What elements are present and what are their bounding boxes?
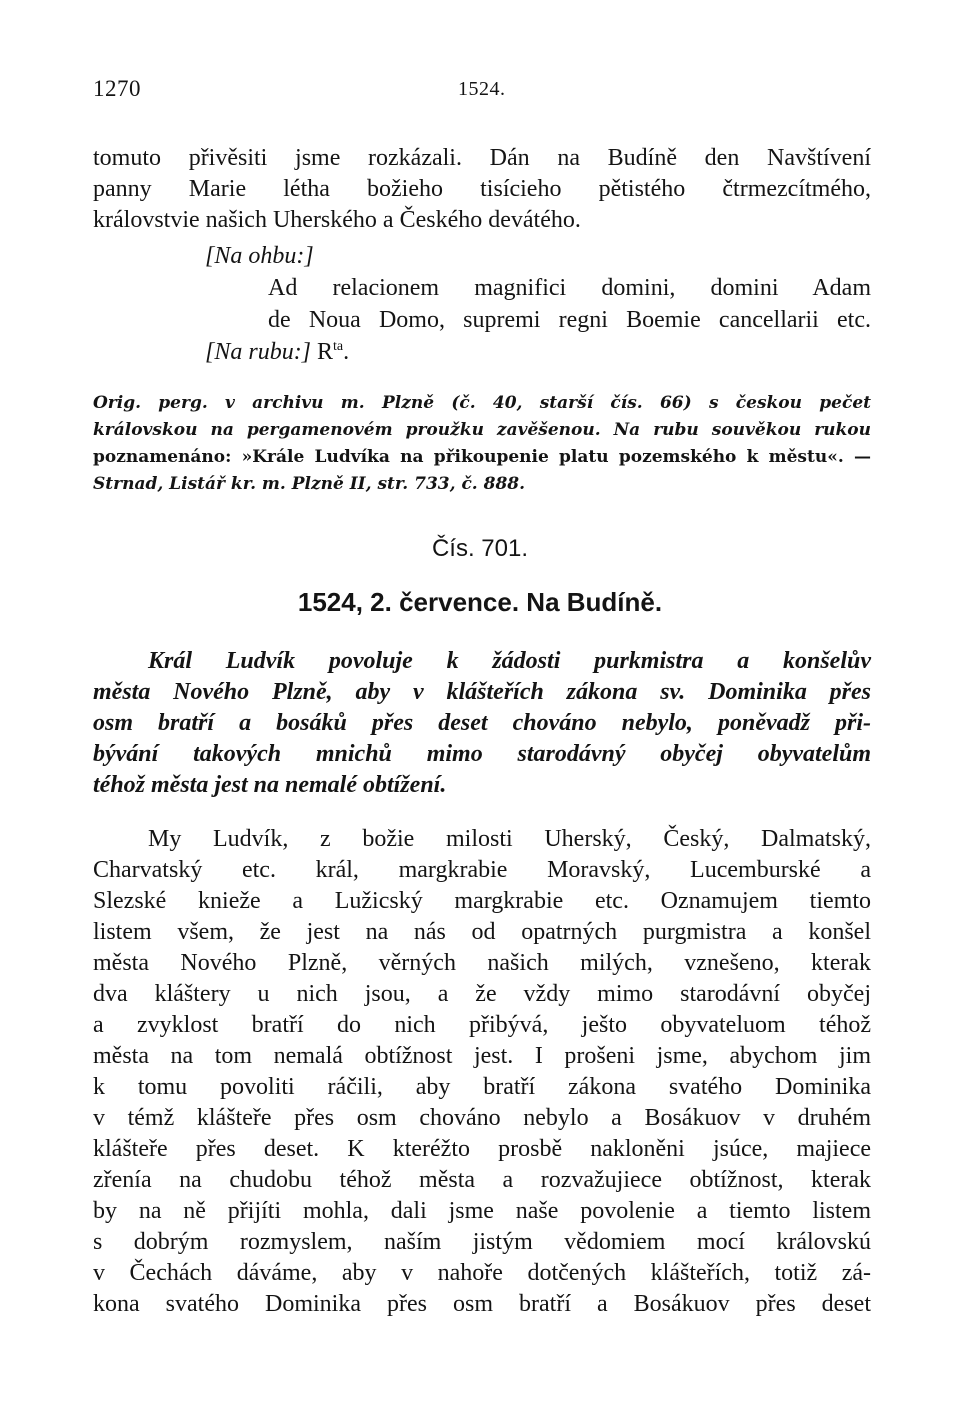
regest-line: osm bratří a bosáků přes deset chováno nebylo, poněvadž při-	[93, 710, 871, 736]
document-number: Čís. 701.	[431, 535, 529, 562]
text-line: tomuto přivěsiti jsme rozkázali. Dán na Budíně den Navštívení	[93, 145, 871, 171]
body-line: zřenía na chudobu téhož města a rozvažujiece obtížnost, kterak	[93, 1167, 871, 1193]
body-line: s dobrým rozmyslem, naším jistým vědomiem mocí královskú	[93, 1229, 871, 1255]
back-end: .	[343, 339, 350, 365]
body-line: v témž klášteře přes osm chováno nebylo a Bosákuov v druhém	[93, 1105, 871, 1131]
back-text: R	[317, 339, 334, 365]
page-number: 1270	[93, 76, 141, 101]
back-label: [Na rubu:]	[205, 339, 312, 365]
running-header-year: 1524.	[458, 78, 506, 100]
fold-label: [Na ohbu:]	[205, 243, 314, 269]
body-line: města na tom nemalá obtížnost jest. I prošeni jsme, abychom jim	[93, 1043, 871, 1069]
note-line: poznamenáno: »Krále Ludvíka na přikoupenie platu pozemského k městu«. —	[93, 447, 871, 467]
body-line: dva kláštery u nich jsou, a že vždy mimo starodávní obyčej	[93, 981, 871, 1007]
fold-line: Ad relacionem magnifici domini, domini Adam	[268, 275, 871, 301]
fold-line: de Noua Domo, supremi regni Boemie cancellarii etc.	[268, 307, 871, 333]
text-line: královstvie našich Uherského a Českého devátého.	[93, 207, 581, 233]
body-line: by na ně přijíti mohla, dali jsme naše povolenie a tiemto listem	[93, 1198, 871, 1224]
regest-line: téhož města jest na nemalé obtížení.	[93, 772, 447, 798]
back-note	[205, 337, 349, 367]
note-line: královskou na pergamenovém proužku zavěšenou. Na rubu souvěkou rukou	[93, 420, 871, 440]
body-line: kona svatého Dominika přes osm bratří a Bosákuov přes deset	[93, 1291, 871, 1317]
body-line: města Nového Plzně, věrných našich milých, vznešeno, kterak	[93, 950, 871, 976]
body-line: Charvatský etc. král, margkrabie Moravský, Lucemburské a	[93, 857, 871, 883]
document-date: 1524, 2. července. Na Budíně.	[297, 587, 663, 617]
body-line: listem všem, že jest na nás od opatrných purgmistra a konšel	[93, 919, 871, 945]
body-line: v Čechách dáváme, aby v nahoře dotčených klášteřích, totiž zá-	[93, 1260, 871, 1286]
back-sup: ta	[333, 339, 344, 354]
regest-line: města Nového Plzně, aby v klášteřích zákona sv. Dominika přes	[93, 679, 871, 705]
body-line: klášteře přes deset. K kteréžto prosbě nakloněni jsúce, majiece	[93, 1136, 871, 1162]
regest-line: Král Ludvík povoluje k žádosti purkmistra a konšelův	[148, 648, 871, 674]
note-line: Strnad, Listář kr. m. Plzně II, str. 733, č. 888.	[93, 474, 526, 494]
body-line: k tomu povoliti ráčili, aby bratří zákona svatého Dominika	[93, 1074, 871, 1100]
body-line: My Ludvík, z božie milosti Uherský, Český, Dalmatský,	[148, 826, 871, 852]
text-line: panny Marie létha božieho tisícieho pětistého čtrmezcítmého,	[93, 176, 871, 202]
regest-line: bývání takových mnichů mimo starodávný obyčej obyvatelům	[93, 741, 871, 767]
body-line: a zvyklost bratří do nich přibývá, ješto obyvateluom téhož	[93, 1012, 871, 1038]
note-line: Orig. perg. v archivu m. Plzně (č. 40, starší čís. 66) s českou pečet	[93, 393, 871, 413]
body-line: Slezské knieže a Lužicský margkrabie etc. Oznamujem tiemto	[93, 888, 871, 914]
